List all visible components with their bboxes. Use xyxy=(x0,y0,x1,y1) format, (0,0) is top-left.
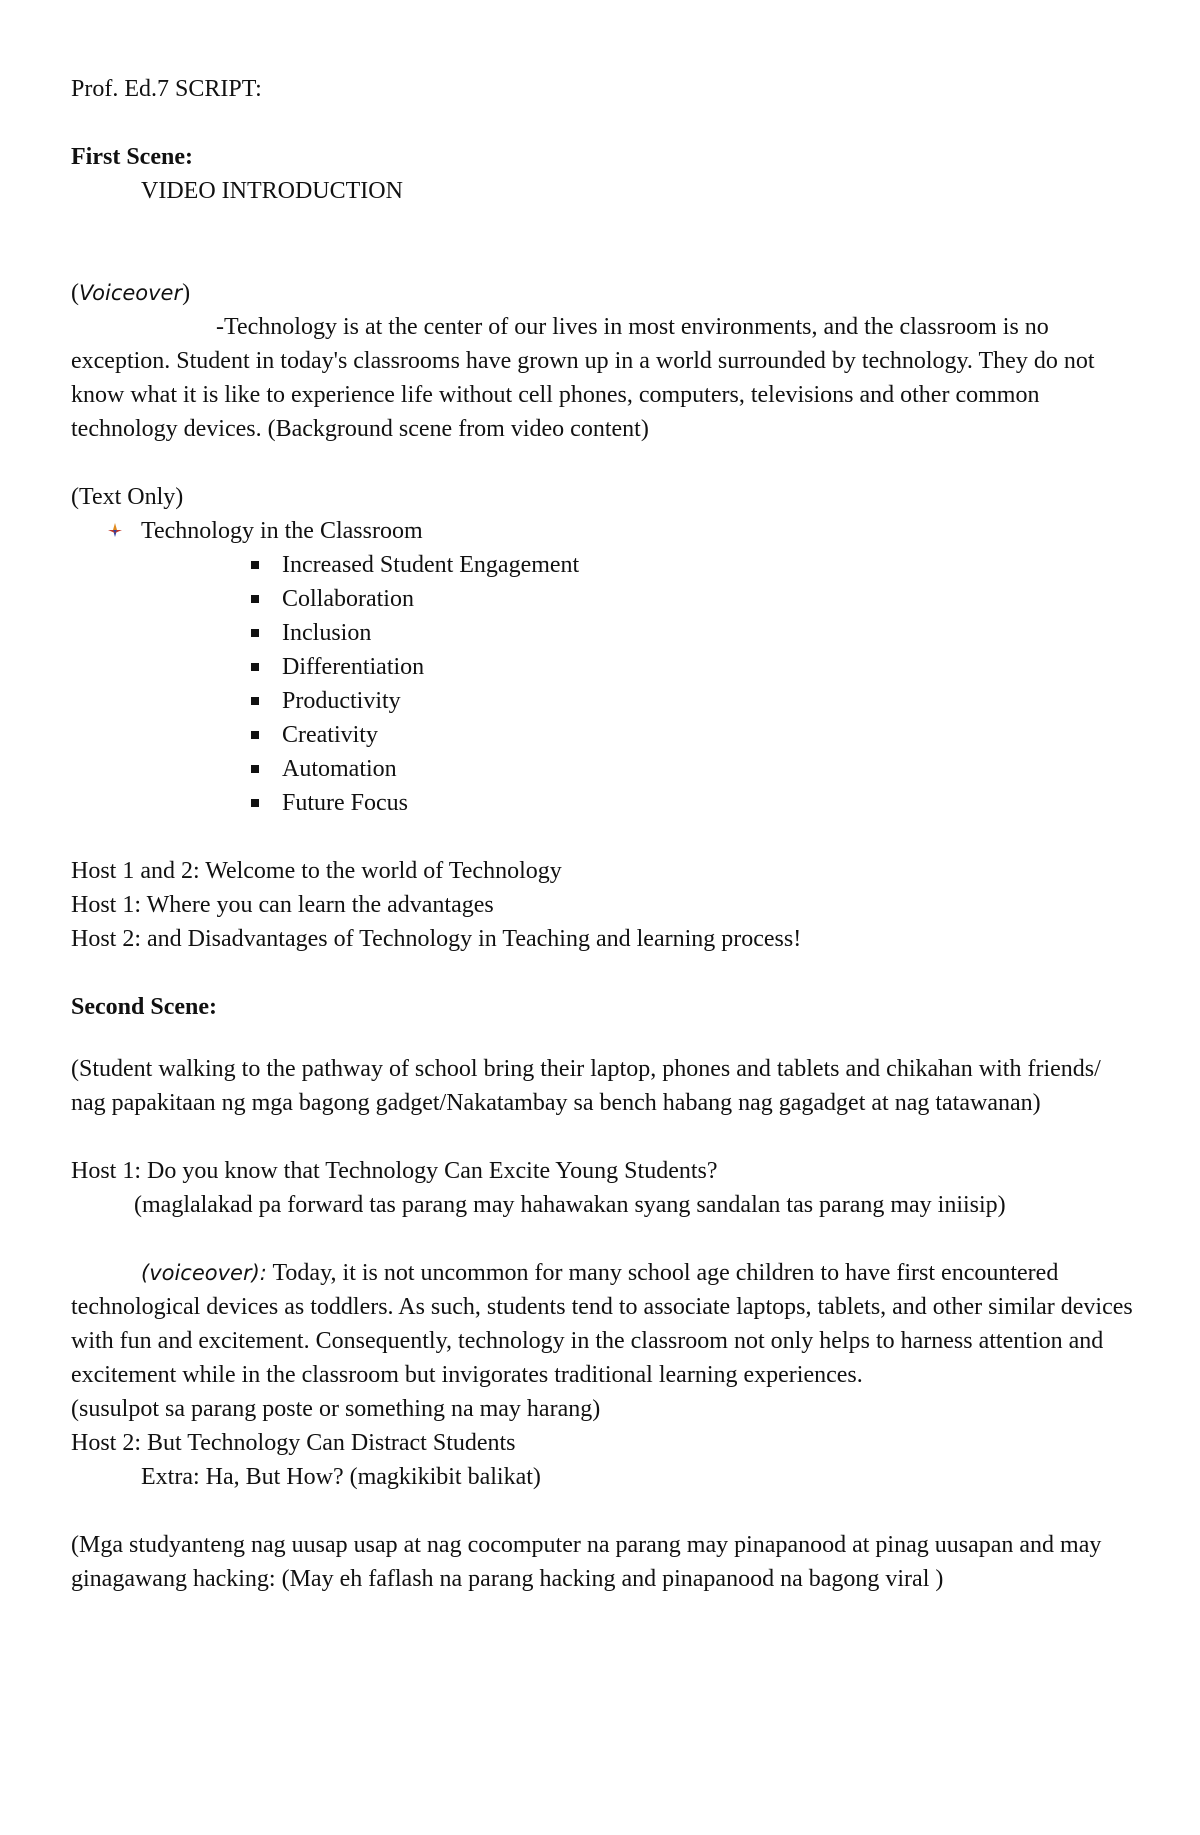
list-heading-text: Technology in the Classroom xyxy=(141,518,423,544)
voiceover-paragraph: -Technology is at the center of our lives in most environments, and the classroom is no exception. Student in today's classrooms have grown up in a world surrounded by technology. They do not know what it is like to experience life without cell phones, computers, televisions and other common technology devices. (Background scene from video content) xyxy=(71,314,1095,442)
stage-direction: (susulpot sa parang poste or something na may harang) xyxy=(71,1396,601,1422)
list-item xyxy=(71,650,1141,684)
square-bullet-icon xyxy=(251,561,259,569)
voiceover-label xyxy=(71,276,1141,310)
list-item-text: Creativity xyxy=(282,722,378,748)
stage-direction: (Student walking to the pathway of school bring their laptop, phones and tablets and chikahan with friends/ nag papakitaan ng mga bagong gadget/Nakatambay sa bench habang nag gagadget at nag tatawanan) xyxy=(71,1056,1101,1116)
list-item xyxy=(71,718,1141,752)
host1-question: Host 1: Do you know that Technology Can Excite Young Students? xyxy=(71,1158,718,1184)
document-body xyxy=(71,72,1141,1596)
scene2-heading: Second Scene: xyxy=(71,994,217,1020)
list-item xyxy=(71,752,1141,786)
scene1-subheading: VIDEO INTRODUCTION xyxy=(141,178,403,204)
host-line: Host 1 and 2: Welcome to the world of Technology xyxy=(71,858,562,884)
list-item-text: Automation xyxy=(282,756,397,782)
document-title: Prof. Ed.7 SCRIPT: xyxy=(71,76,262,102)
host2-line: Host 2: But Technology Can Distract Students xyxy=(71,1430,516,1456)
voiceover-paragraph-2 xyxy=(71,1256,1141,1392)
list-item-text: Future Focus xyxy=(282,790,408,816)
extra-line: Extra: Ha, But How? (magkikibit balikat) xyxy=(141,1464,541,1490)
classroom-benefits-list xyxy=(71,548,1141,820)
voiceover-label-text: Voiceover xyxy=(79,281,183,305)
arrow-bullet-icon xyxy=(106,521,124,539)
host-line: Host 2: and Disadvantages of Technology in Teaching and learning process! xyxy=(71,926,802,952)
list-item xyxy=(71,684,1141,718)
square-bullet-icon xyxy=(251,697,259,705)
scene1-heading: First Scene: xyxy=(71,144,193,170)
list-item-text: Increased Student Engagement xyxy=(282,552,580,578)
list-item xyxy=(71,548,1141,582)
square-bullet-icon xyxy=(251,731,259,739)
list-item xyxy=(71,786,1141,820)
list-item xyxy=(71,616,1141,650)
stage-direction: (maglalakad pa forward tas parang may hahawakan syang sandalan tas parang may iniisip) xyxy=(134,1192,1006,1218)
host-line: Host 1: Where you can learn the advantages xyxy=(71,892,494,918)
square-bullet-icon xyxy=(251,799,259,807)
voiceover-label-2: (voiceover): xyxy=(141,1261,267,1285)
text-only-direction: (Text Only) xyxy=(71,484,184,510)
square-bullet-icon xyxy=(251,663,259,671)
list-item-text: Productivity xyxy=(282,688,401,714)
list-heading-item xyxy=(71,514,1141,548)
list-item-text: Collaboration xyxy=(282,586,414,612)
paren-open: ( xyxy=(71,280,79,306)
square-bullet-icon xyxy=(251,629,259,637)
paren-close: ) xyxy=(182,280,191,306)
square-bullet-icon xyxy=(251,595,259,603)
square-bullet-icon xyxy=(251,765,259,773)
list-item-text: Differentiation xyxy=(282,654,425,680)
list-item-text: Inclusion xyxy=(282,620,372,646)
voiceover-text-2: Today, it is not uncommon for many school age children to have first encountered technological devices as toddlers. As such, students tend to associate laptops, tablets, and other similar devices with fun and excitement. Consequently, technology in the classroom not only helps to harness attention and excitement while in the classroom but invigorates traditional learning experiences. xyxy=(71,1260,1133,1388)
stage-direction: (Mga studyanteng nag uusap usap at nag cocomputer na parang may pinapanood at pinag uusapan and may ginagawang hacking: (May eh faflash na parang hacking and pinapanood na bagong viral ) xyxy=(71,1532,1102,1592)
list-item xyxy=(71,582,1141,616)
